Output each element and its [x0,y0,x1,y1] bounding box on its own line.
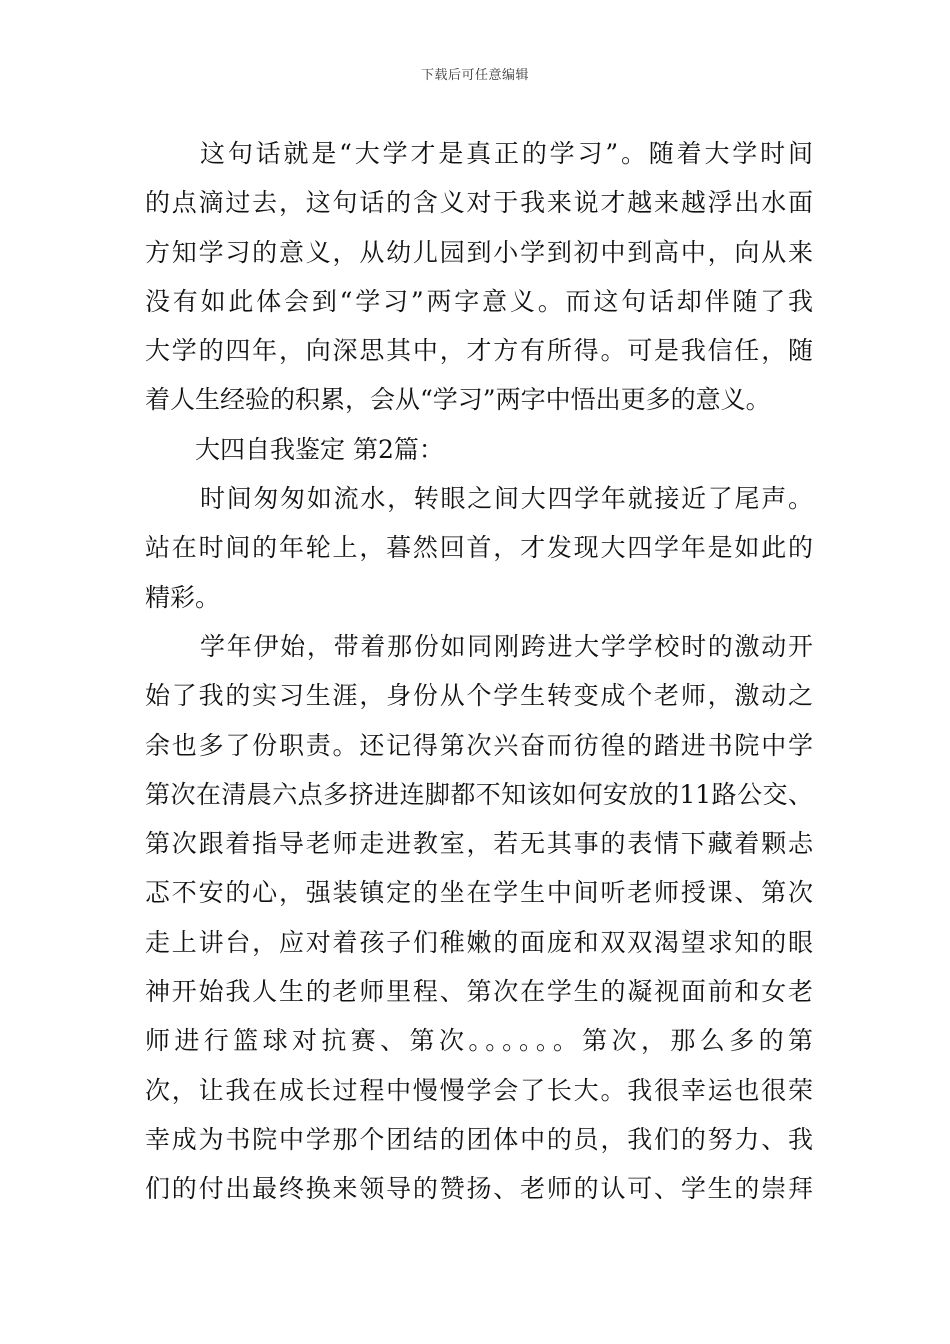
paragraph-line: 时间匆匆如流水，转眼之间大四学年就接近了尾声。 [200,484,813,514]
paragraph-line: 方知学习的意义，从幼儿园到小学到初中到高中，向从来 [145,237,813,267]
paragraph-line: 走上讲台，应对着孩子们稚嫩的面庞和双双渴望求知的眼 [145,927,813,957]
paragraph-line: 第次在清晨六点多挤进连脚都不知该如何安放的11路公交、 [145,779,813,809]
paragraph-line: 神开始我人生的老师里程、第次在学生的凝视面前和女老 [145,977,813,1007]
page-header: 下载后可任意编辑 [420,68,529,83]
paragraph-line: 始了我的实习生涯，身份从个学生转变成个老师，激动之 [145,681,813,711]
paragraph-line: 次，让我在成长过程中慢慢学会了长大。我很幸运也很荣 [145,1075,813,1105]
paragraph-line: 精彩。 [145,582,221,612]
paragraph-line: 站在时间的年轮上，暮然回首，才发现大四学年是如此的 [145,533,813,563]
document-body [145,129,813,1214]
section-heading: 大四自我鉴定 第2篇： [195,434,444,464]
paragraph-line: 着人生经验的积累，会从“学习”两字中悟出更多的意义。 [145,385,771,415]
paragraph-line: 忑不安的心，强装镇定的坐在学生中间听老师授课、第次 [145,878,813,908]
paragraph-line: 大学的四年，向深思其中，才方有所得。可是我信任，随 [145,336,813,366]
paragraph-line: 幸成为书院中学那个团结的团体中的员，我们的努力、我 [145,1124,813,1154]
paragraph-line: 这句话就是“大学才是真正的学习”。随着大学时间 [200,139,813,168]
paragraph-line: 没有如此体会到“学习”两字意义。而这句话却伴随了我 [145,286,813,316]
paragraph-line: 第次跟着指导老师走进教室，若无其事的表情下藏着颗忐 [145,829,813,859]
paragraph-line: 们的付出最终换来领导的赞扬、老师的认可、学生的崇拜 [145,1174,813,1204]
paragraph-line: 余也多了份职责。还记得第次兴奋而彷徨的踏进书院中学 [145,730,813,760]
paragraph-line: 学年伊始，带着那份如同刚跨进大学学校时的激动开 [200,631,813,661]
paragraph-line: 的点滴过去，这句话的含义对于我来说才越来越浮出水面 [145,188,813,218]
paragraph-line: 师进行篮球对抗赛、第次。。。。。。第次，那么多的第 [145,1026,813,1056]
